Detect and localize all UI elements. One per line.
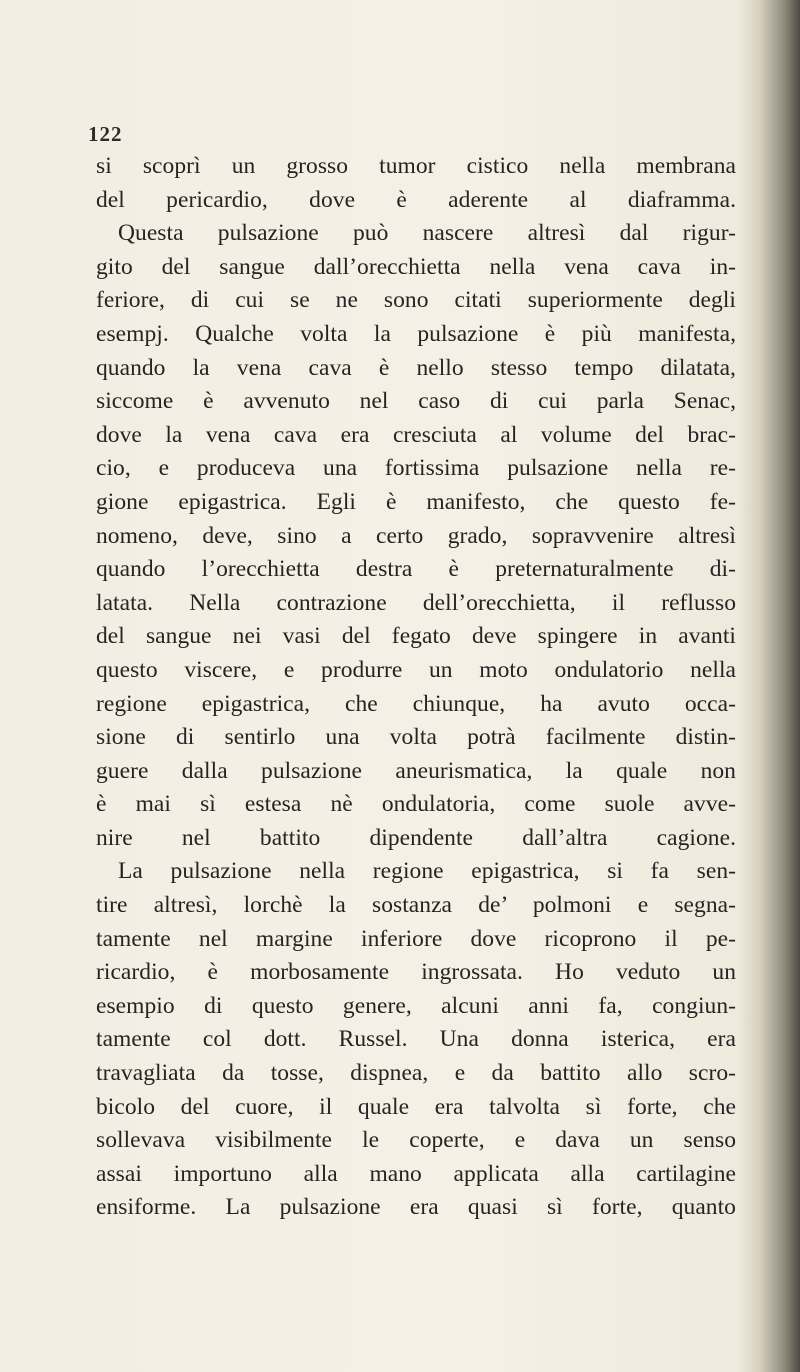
text-line: assai importuno alla mano applicata alla cartilagine bbox=[96, 1160, 736, 1187]
text-line: quando la vena cava è nello stesso tempo dilatata, bbox=[96, 354, 736, 381]
text-line: esempj. Qualche volta la pulsazione è più manifesta, bbox=[96, 320, 736, 347]
text-line: latata. Nella contrazione dell’orecchietta, il reflusso bbox=[96, 589, 736, 616]
text-line: questo viscere, e produrre un moto ondulatorio nella bbox=[96, 656, 736, 683]
text-line: siccome è avvenuto nel caso di cui parla Senac, bbox=[96, 388, 736, 415]
text-line: quando l’orecchietta destra è preternaturalmente di- bbox=[96, 556, 736, 583]
text-line: feriore, di cui se ne sono citati superiormente degli bbox=[96, 287, 736, 314]
text-line: gione epigastrica. Egli è manifesto, che questo fe- bbox=[96, 488, 736, 515]
text-line: esempio di questo genere, alcuni anni fa, congiun- bbox=[96, 992, 736, 1019]
text-line: si scoprì un grosso tumor cistico nella membrana bbox=[96, 153, 736, 179]
text-line: guere dalla pulsazione aneurismatica, la quale non bbox=[96, 757, 736, 784]
text-line: regione epigastrica, che chiunque, ha avuto occa- bbox=[96, 690, 736, 717]
text-line: del pericardio, dove è aderente al diaframma. bbox=[96, 186, 736, 213]
text-line: tire altresì, lorchè la sostanza de’ polmoni e segna- bbox=[96, 892, 736, 919]
page-edge-shadow bbox=[738, 0, 800, 1372]
text-line: è mai sì estesa nè ondulatoria, come suole avve- bbox=[96, 791, 736, 818]
text-line: ricardio, è morbosamente ingrossata. Ho veduto un bbox=[96, 959, 736, 986]
text-line: Questa pulsazione può nascere altresì dal rigur- bbox=[118, 220, 736, 247]
text-line: del sangue nei vasi del fegato deve spingere in avanti bbox=[96, 623, 736, 650]
text-line: nire nel battito dipendente dall’altra cagione. bbox=[96, 824, 736, 851]
text-line: gito del sangue dall’orecchietta nella vena cava in- bbox=[96, 253, 736, 280]
text-line: La pulsazione nella regione epigastrica, si fa sen- bbox=[118, 858, 736, 885]
page-number: 122 bbox=[88, 122, 123, 146]
text-line: dove la vena cava era cresciuta al volume del brac- bbox=[96, 421, 736, 448]
text-line: tamente nel margine inferiore dove ricoprono il pe- bbox=[96, 925, 736, 952]
text-line: ensiforme. La pulsazione era quasi sì forte, quanto bbox=[96, 1194, 736, 1221]
text-line: tamente col dott. Russel. Una donna isterica, era bbox=[96, 1026, 736, 1053]
body-text bbox=[96, 150, 736, 1225]
text-line: sollevava visibilmente le coperte, e dava un senso bbox=[96, 1127, 736, 1154]
text-line: cio, e produceva una fortissima pulsazione nella re- bbox=[96, 455, 736, 482]
text-line: sione di sentirlo una volta potrà facilmente distin- bbox=[96, 724, 736, 751]
text-line: bicolo del cuore, il quale era talvolta sì forte, che bbox=[96, 1093, 736, 1120]
text-line: nomeno, deve, sino a certo grado, sopravvenire altresì bbox=[96, 522, 736, 549]
text-line: travagliata da tosse, dispnea, e da battito allo scro- bbox=[96, 1060, 736, 1087]
